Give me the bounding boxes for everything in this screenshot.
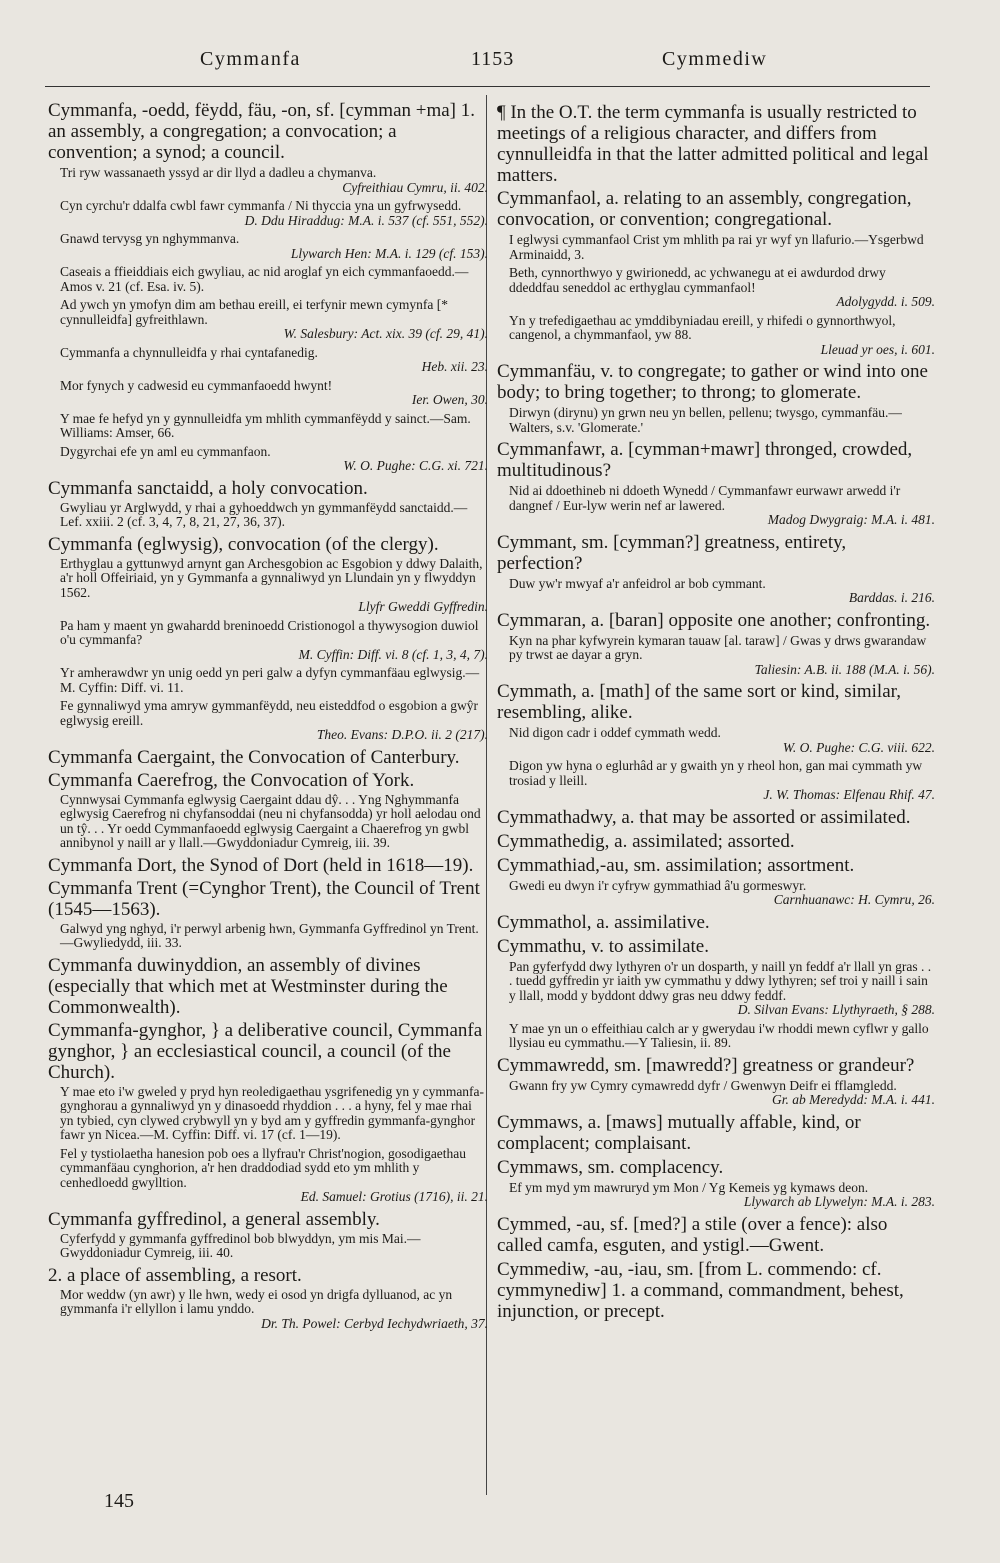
citation-quote — [509, 314, 935, 358]
quote-text: Cymmanfa a chynnulleidfa y rhai cyntafanedig. — [60, 344, 318, 360]
citation-quote — [60, 1147, 488, 1205]
sub-entry: Cymmanfa sanctaidd, a holy convocation. — [48, 477, 368, 499]
quote-source: Ier. Owen, 30. — [411, 392, 488, 407]
citation-quote — [60, 501, 488, 530]
quote-source: Llyfr Gweddi Gyffredin. — [358, 599, 488, 614]
quote-text: Cyferfydd y gymmanfa gyffredinol bob blwyddyn, ym mis Mai.—Gwyddoniadur Cymreig, iii. 40. — [60, 1230, 421, 1260]
quote-text: Fel y tystiolaetha hanesion pob oes a llyfrau'r Christ'nogion, gosodigaethau cymmanfäau cynghorion, a'r hen draddodiad sydd eto ym mhlith y cenhedloedd gwylltion. — [60, 1145, 467, 1190]
header-left-guideword: Cymmanfa — [200, 48, 301, 70]
citation-quote — [60, 379, 488, 408]
dictionary-entry: Cymmaran, a. [baran] opposite one another; confronting. — [497, 609, 931, 631]
dictionary-entry: Cymmediw, -au, -iau, sm. [from L. commendo: cf. cymmynediw] 1. a command, commandment, behest, injunction, or precept. — [497, 1258, 904, 1322]
quote-text: Ef ym myd ym mawruryd ym Mon / Yg Kemeis yg kymaws deon. — [509, 1179, 869, 1195]
quote-text: Nid digon cadr i oddef cymmath wedd. — [509, 725, 721, 740]
quote-source: Theo. Evans: D.P.O. ii. 2 (217). — [316, 727, 488, 742]
citation-quote — [60, 346, 488, 375]
quote-source: Ed. Samuel: Grotius (1716), ii. 21. — [300, 1189, 488, 1204]
dictionary-entry: Cymmanfawr, a. [cymman+mawr] thronged, crowded, multitudinous? — [497, 439, 913, 481]
citation-quote — [509, 233, 935, 262]
citation-quote — [60, 1232, 488, 1261]
quote-source: D. Silvan Evans: Llythyraeth, § 288. — [737, 1002, 935, 1017]
sub-entry: Cymmanfa Caerefrog, the Convocation of York. — [48, 769, 415, 791]
right-column — [497, 100, 935, 1325]
quote-source: M. Cyffin: Diff. vi. 8 (cf. 1, 3, 4, 7). — [298, 646, 488, 662]
quote-text: Gwyliau yr Arglwydd, y rhai a gyhoeddwch yn gymmanfëydd sanctaidd.—Lef. xxiii. 2 (cf. 3, 4, 7, 8, 21, 27, 36, 37). — [60, 499, 468, 529]
citation-quote — [509, 1079, 935, 1108]
quote-source: Adolygydd. i. 509. — [836, 294, 935, 309]
dictionary-entry: Cymmath, a. [math] of the same sort or kind, similar, resembling, alike. — [497, 681, 901, 723]
quote-text: Dirwyn (dirynu) yn grwn neu yn bellen, pellenu; twysgo, cymmanfäu.—Walters, s.v. 'Glomerate.' — [509, 405, 902, 435]
sub-entry: Cymmanfa Dort, the Synod of Dort (held in 1618—19). — [48, 854, 474, 876]
quote-source: W. O. Pughe: C.G. xi. 721. — [343, 458, 488, 473]
dictionary-entry: Cymmathedig, a. assimilated; assorted. — [497, 830, 795, 852]
citation-quote — [60, 666, 488, 695]
quote-source: Heb. xii. 23. — [421, 359, 488, 374]
citation-quote — [509, 484, 935, 528]
citation-quote — [60, 793, 488, 851]
sub-entry: Cymmanfa Trent (=Cynghor Trent), the Council of Trent (1545—1563). — [48, 877, 480, 920]
quote-text: Gwann fry yw Cymry cymawredd dyfr / Gwenwyn Deifr ei fflamgledd. — [509, 1077, 897, 1093]
citation-quote — [60, 199, 488, 228]
citation-quote — [509, 960, 935, 1018]
dictionary-entry: Cymmanfäu, v. to congregate; to gather or wind into one body; to bring together; to throng; to glomerate. — [497, 361, 928, 403]
quote-text: Erthyglau a gyttunwyd arnynt gan Archesgobion ac Esgobion y ddwy Dalaith, a'r holl Offeiriaid, yn y Gymmanfa a gynnaliwyd yn Llundain yn y flwyddyn 1562. — [60, 555, 483, 600]
dictionary-entry: Cymmed, -au, sf. [med?] a stile (over a fence): also called camfa, esguten, and ystigl.—Gwent. — [497, 1213, 888, 1256]
quote-source: Barddas. i. 216. — [848, 590, 935, 605]
dictionary-entry: Cymmawredd, sm. [mawredd?] greatness or grandeur? — [497, 1054, 915, 1076]
citation-quote — [509, 1181, 935, 1210]
citation-quote — [60, 922, 488, 951]
citation-quote — [509, 879, 935, 908]
quote-text: Pa ham y maent yn gwahardd breninoedd Cristionogol a thywysogion duwiol o'u cymmanfa? — [60, 617, 479, 647]
folio-number: 145 — [104, 1490, 134, 1512]
sub-entry: Cymmanfa (eglwysig), convocation (of the clergy). — [48, 533, 439, 555]
quote-text: Mor weddw (yn awr) y lle hwn, wedy ei osod yn drigfa dylluanod, ac yn gymmanfa i'r ellyllon i lamu ynddo. — [60, 1286, 453, 1316]
quote-text: Cynnwysai Cymmanfa eglwysig Caergaint ddau dŷ. . . Yng Nghymmanfa eglwysig Caerefrog ni chyfansoddai (neu ni chyfansodda) yr holl aelodau ond un tŷ. . . Yr oedd Cymmanfaoedd eglwysig Caergaint a Chaerefrog yn gwbl annibynol y naill ar y llall.—Gwyddoniadur Cymreig, iii. 39. — [60, 791, 481, 850]
quote-source: Madog Dwygraig: M.A. i. 481. — [767, 512, 935, 527]
quote-text: Digon yw hyna o eglurhâd ar y gwaith yn y rheol hon, gan mai cymmath yw trosiad y lleill. — [509, 758, 923, 788]
quote-text: Gnawd tervysg yn nghymmanva. — [60, 231, 240, 246]
quote-text: Galwyd yng nghyd, i'r perwyl arbenig hwn, Gymmanfa Gyffredinol yn Trent.—Gwyliedydd, iii. 33. — [60, 920, 479, 950]
citation-quote — [60, 557, 488, 615]
dictionary-entry: Cymmathu, v. to assimilate. — [497, 935, 709, 957]
citation-quote — [60, 445, 488, 474]
citation-quote — [60, 298, 488, 342]
citation-quote — [60, 1085, 488, 1143]
dictionary-entry: Cymmanfa, -oedd, fëydd, fäu, -on, sf. [cymman +ma] 1. an assembly, a congregation; a convocation; a convention; a synod; a council. — [48, 100, 476, 163]
quote-text: Fe gynnaliwyd yma amryw gymmanfëydd, neu eisteddfod o esgobion a gwŷr eglwysig ereill. — [60, 698, 479, 728]
citation-quote — [509, 266, 935, 310]
quote-text: Gwedi eu dwyn i'r cyfryw gymmathiad â'u gormeswyr. — [509, 877, 807, 893]
sub-entry: Cymmanfa Caergaint, the Convocation of Canterbury. — [48, 746, 460, 768]
sub-entry: ¶ In the O.T. the term cymmanfa is usually restricted to meetings of a religious character, and differs from cynnulleidfa in that the latter admitted political and legal matters. — [497, 102, 929, 186]
citation-quote — [509, 406, 935, 435]
citation-quote — [509, 759, 935, 803]
dictionary-entry: Cymmanfaol, a. relating to an assembly, congregation, convocation, or convention; congregational. — [497, 188, 912, 230]
sub-entry: Cymmanfa-gynghor, } a deliberative council, Cymmanfa gynghor, } an ecclesiastical council, a council (of the Church). — [48, 1019, 483, 1083]
citation-quote — [60, 232, 488, 261]
quote-source: Llywarch ab Llywelyn: M.A. i. 283. — [743, 1194, 935, 1209]
quote-source: Cyfreithiau Cymru, ii. 402. — [342, 179, 488, 195]
citation-quote — [60, 265, 488, 294]
quote-source: Dr. Th. Powel: Cerbyd Iechydwriaeth, 37. — [261, 1315, 488, 1331]
quote-source: Taliesin: A.B. ii. 188 (M.A. i. 56). — [754, 661, 935, 677]
quote-text: Y mae fe hefyd yn y gynnulleidfa ym mhlith cymmanfëydd y sainct.—Sam. Williams: Amser, 66. — [60, 410, 471, 440]
citation-quote — [60, 699, 488, 743]
citation-quote — [509, 726, 935, 755]
quote-source: Gr. ab Meredydd: M.A. i. 441. — [772, 1092, 935, 1107]
quote-source: Lleuad yr oes, i. 601. — [820, 341, 935, 357]
quote-source: Carnhuanawc: H. Cymru, 26. — [773, 892, 935, 907]
citation-quote — [509, 1022, 935, 1051]
quote-text: Yn y trefedigaethau ac ymddibyniadau ereill, y rhifedi o gynnorthwyol, cangenol, a chymmanfaol, yw 88. — [509, 312, 896, 342]
page-number: 1153 — [471, 48, 515, 70]
header-right-guideword: Cymmediw — [662, 48, 768, 70]
quote-text: Kyn na phar kyfwyrein kymaran tauaw [al. taraw] / Gwas y drws gwarandaw py trwst ae dayar a gryn. — [509, 632, 927, 662]
dictionary-entry: Cymmathadwy, a. that may be assorted or assimilated. — [497, 806, 911, 828]
quote-text: Duw yw'r mwyaf a'r anfeidrol ar bob cymmant. — [509, 575, 766, 591]
sub-entry: Cymmanfa gyffredinol, a general assembly. — [48, 1208, 380, 1230]
quote-text: Ad ywch yn ymofyn dim am bethau ereill, ei terfynir mewn cymynfa [* cynnulleidfa] gyfreithlawn. — [60, 297, 449, 327]
dictionary-entry: Cymmant, sm. [cymman?] greatness, entirety, perfection? — [497, 531, 847, 574]
quote-text: Pan gyferfydd dwy lythyren o'r un dosparth, y naill yn feddf a'r llall yn gras . . . tuedd gyffredin yr iaith yw cymmathu y ddwy lythyren; sef troi y naill i sain y llall, modd y byddont ddwy gras neu ddwy feddf. — [509, 958, 932, 1003]
left-column — [48, 100, 488, 1335]
citation-quote — [60, 412, 488, 441]
sub-entry: Cymmanfa duwinyddion, an assembly of divines (especially that which met at Westminster during the Commonwealth). — [48, 954, 448, 1018]
quote-text: Caseais a ffieiddiais eich gwyliau, ac nid aroglaf yn eich cymmanfaoedd.—Amos v. 21 (cf. Esa. iv. 5). — [60, 264, 469, 294]
dictionary-entry: Cymmathol, a. assimilative. — [497, 911, 710, 933]
dictionary-entry: Cymmaws, sm. complacency. — [497, 1156, 724, 1178]
quote-text: Cyn cyrchu'r ddalfa cwbl fawr cymmanfa / Ni thyccia yna un gyfrwysedd. — [60, 198, 462, 213]
quote-text: Dygyrchai efe yn aml eu cymmanfaon. — [60, 443, 271, 459]
header-rule — [45, 86, 930, 87]
quote-text: Y mae yn un o effeithiau calch ar y gwerydau i'w rhoddi mewn cyflwr y gallo llysiau eu cymmathu.—Y Taliesin, ii. 89. — [509, 1020, 929, 1050]
quote-text: Yr amherawdwr yn unig oedd yn peri galw a dyfyn cymmanfäau eglwysig.—M. Cyffin: Diff. vi. 11. — [60, 665, 480, 695]
citation-quote — [60, 1288, 488, 1332]
quote-source: W. O. Pughe: C.G. viii. 622. — [782, 739, 935, 755]
citation-quote — [509, 634, 935, 678]
dictionary-entry: Cymmathiad,-au, sm. assimilation; assortment. — [497, 854, 855, 876]
quote-source: D. Ddu Hiraddug: M.A. i. 537 (cf. 551, 552). — [244, 212, 488, 228]
quote-text: Beth, cynnorthwyo y gwirionedd, ac ychwanegu at ei awdurdod drwy ddeddfau seneddol ac erthyglau cymmanfaol! — [509, 265, 886, 295]
quote-source: W. Salesbury: Act. xix. 39 (cf. 29, 41). — [283, 326, 488, 341]
citation-quote — [509, 577, 935, 606]
quote-text: Y mae eto i'w gweled y pryd hyn reoledigaethau ysgrifenedig yn y cymmanfa-gynghorau a gynnaliwyd yn y dinasoedd rhyddion . . . a hyny, fel y mae rhai yn tybied, cyn clywed crybwyll yn y byd am y gyffredin gymmanfa-gynghor fawr yn Nicea.—M. Cyffin: Diff. vi. 17 (cf. 1—19). — [60, 1083, 485, 1142]
running-header — [0, 40, 1000, 80]
quote-source: J. W. Thomas: Elfenau Rhif. 47. — [763, 787, 935, 802]
sub-entry: 2. a place of assembling, a resort. — [48, 1264, 302, 1286]
quote-text: I eglwysi cymmanfaol Crist ym mhlith pa rai yr wyf yn llafurio.—Ysgerbwd Arminaidd, 3. — [509, 232, 924, 262]
dictionary-entry: Cymmaws, a. [maws] mutually affable, kind, or complacent; complaisant. — [497, 1111, 861, 1154]
quote-text: Mor fynych y cadwesid eu cymmanfaoedd hwynt! — [60, 377, 333, 393]
quote-text: Tri ryw wassanaeth yssyd ar dir llyd a dadleu a chymanva. — [60, 165, 377, 180]
citation-quote — [60, 166, 488, 195]
quote-text: Nid ai ddoethineb ni ddoeth Wynedd / Cymmanfawr eurwawr arwedd i'r dangnef / Eur-lyw werin nef ar lawered. — [509, 483, 901, 513]
quote-source: Llywarch Hen: M.A. i. 129 (cf. 153). — [290, 245, 488, 261]
citation-quote — [60, 619, 488, 663]
